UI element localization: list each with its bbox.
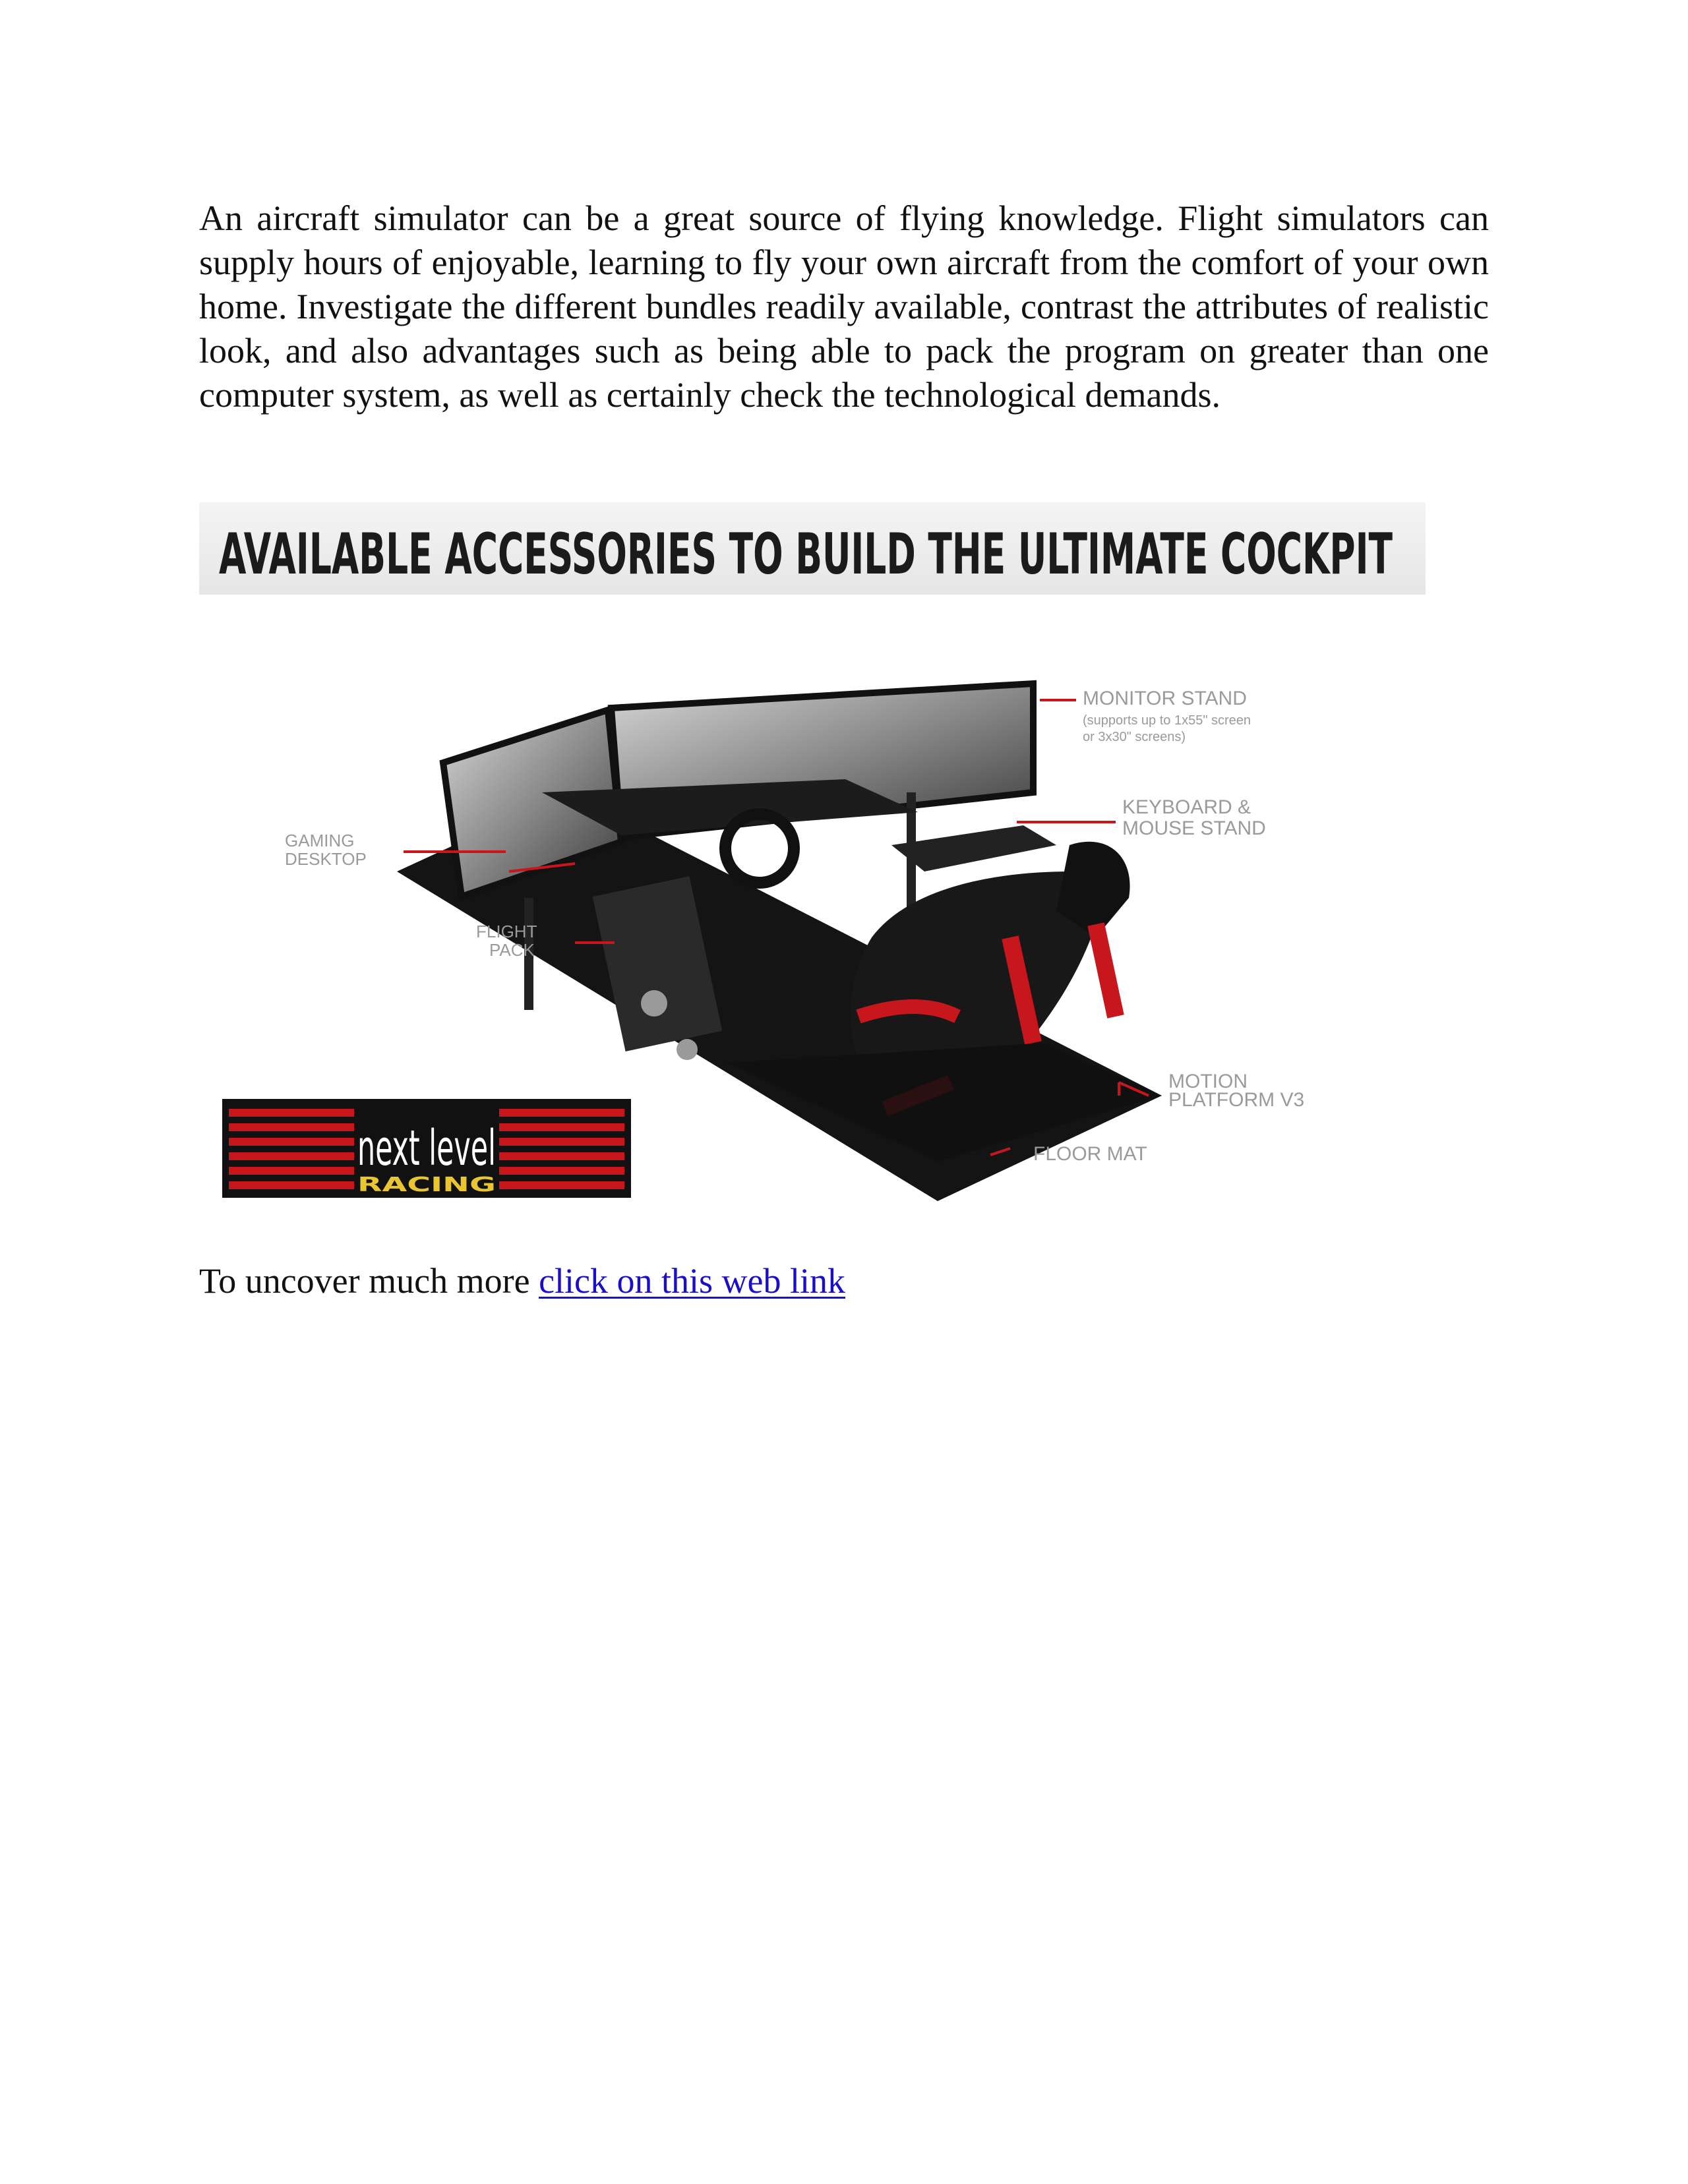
label-gaming-desktop-2: DESKTOP: [285, 849, 367, 869]
label-monitor-stand: MONITOR STAND: [1083, 688, 1247, 709]
label-monitor-stand-note-2: or 3x30" screens): [1083, 730, 1186, 744]
cockpit-accessories-figure: [199, 502, 1426, 1227]
label-flight-pack-1: FLIGHT: [476, 922, 537, 941]
outro-prefix: To uncover much more: [199, 1261, 539, 1301]
label-flight-pack-2: PACK: [489, 940, 535, 960]
logo-word-next-level: next level: [357, 1120, 496, 1177]
label-keyboard-stand-2: MOUSE STAND: [1122, 817, 1266, 839]
outro-sentence: [199, 1259, 845, 1303]
label-motion-platform-2: PLATFORM V3: [1168, 1089, 1305, 1111]
intro-paragraph: An aircraft simulator can be a great source of flying knowledge. Flight simulators can supply hours of enjoyable, learning to fly your own aircraft from the comfort of your own home. Investigate the different bundles readily available, contrast the attributes of realistic look, and also advantages such as being able to pack the program on greater than one computer system, as well as certainly check the technological demands.: [199, 198, 1489, 415]
more-info-link[interactable]: click on this web link: [539, 1261, 845, 1301]
label-motion-platform-1: MOTION: [1168, 1071, 1248, 1092]
logo-word-racing: RACING: [357, 1173, 496, 1196]
label-gaming-desktop-1: GAMING: [285, 831, 355, 850]
label-floor-mat: FLOOR MAT: [1033, 1143, 1147, 1165]
label-keyboard-stand-1: KEYBOARD &: [1122, 796, 1251, 818]
banner-title: AVAILABLE ACCESSORIES TO BUILD THE ULTIMATE COCKPIT: [219, 521, 1393, 587]
next-level-racing-logo: [222, 1099, 631, 1198]
label-monitor-stand-note-1: (supports up to 1x55" screen: [1083, 713, 1251, 728]
keyboard-stand-shape: [891, 825, 1056, 871]
